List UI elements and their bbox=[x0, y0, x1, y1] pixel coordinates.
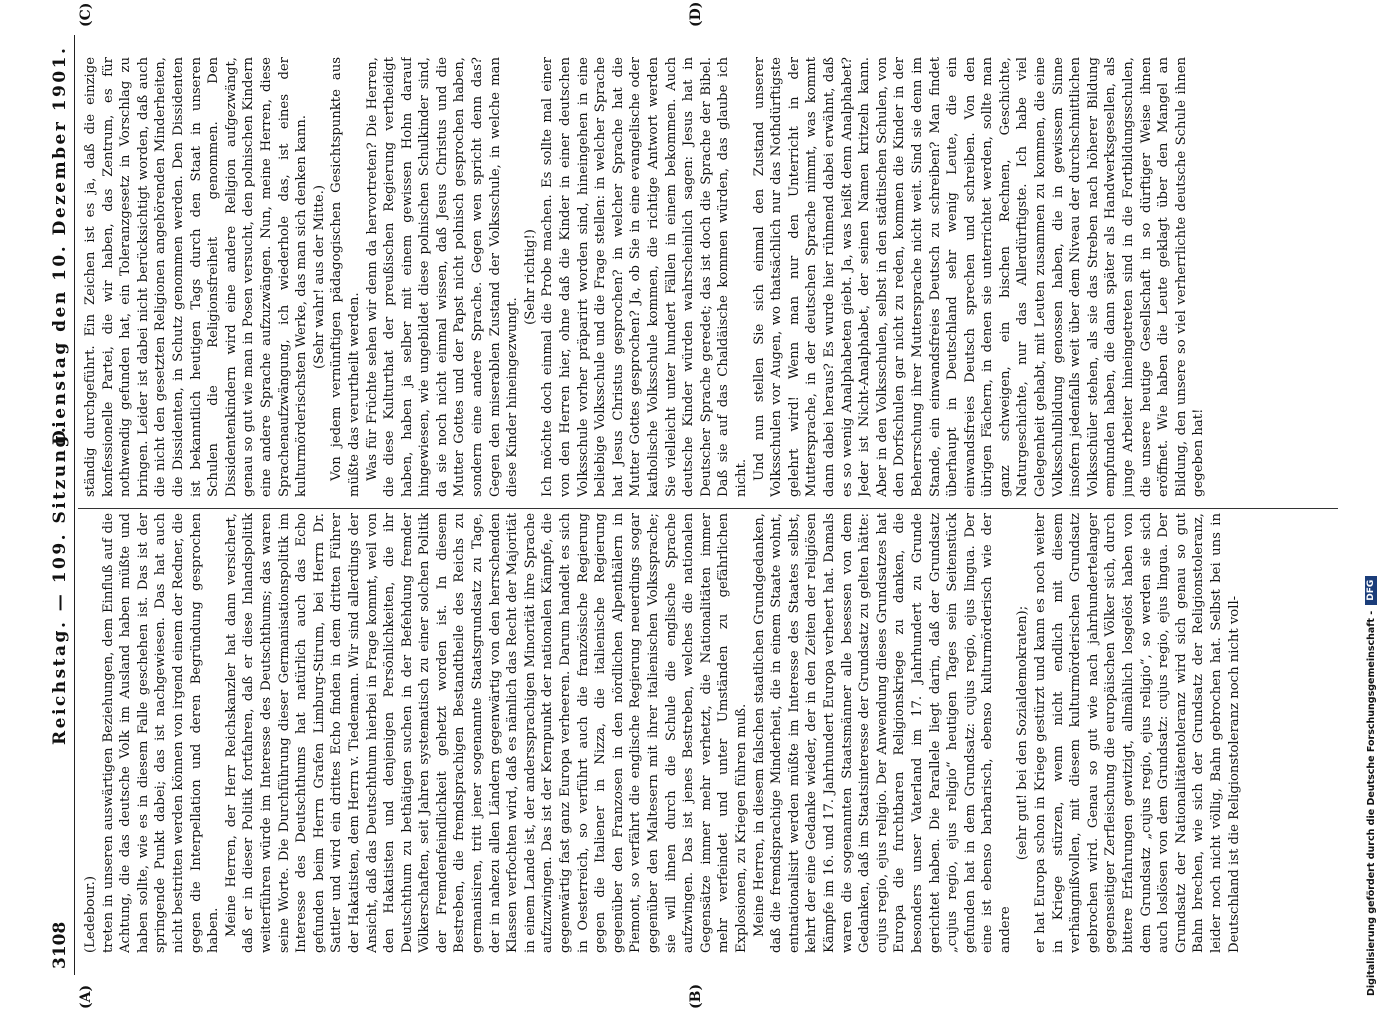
session-date: Dienstag den 10. Dezember 1901. bbox=[50, 45, 70, 445]
left-column bbox=[82, 513, 1337, 953]
paragraph: Was für Früchte sehen wir denn da hervortreten? Die Herren, die diese Kulturthat der preußischen Regierung vertheidigt haben, haben ja selber mit einem gewissen Hohn darauf hingewiesen, wie ungebildet diese polnischen Schulkinder sind, da sie noch nicht einmal wissen, daß Jesus Christus und die Mutter Gottes und der Papst nicht polnisch gesprochen haben, sondern eine andere Sprache. Gegen wen spricht denn das? Gegen den miserablen Zustand der Volksschule, in welche man diese Kinder hineingezwungt. bbox=[364, 57, 521, 497]
interjection: (sehr gut! bei den Sozialdemokraten); bbox=[1015, 605, 1031, 861]
margin-marker-d: (D) bbox=[688, 1, 704, 27]
dfg-logo: DFG bbox=[1365, 576, 1377, 605]
digitization-credit bbox=[1360, 6, 1382, 996]
paragraph: ständig durchgeführt. Ein Zeichen ist es ja, daß die einzige konfessionelle Partei, die wir haben, das Zentrum, es für nothwendig gefunden hat, ein Toleranzgesetz in Vorschlag zu bringen. Leider ist dabei nicht berücksichtigt worden, daß auch die nicht den gesetzten Religionen angehörenden Minderheiten, die Dissidenten, in Schutz genommen werden. Den Dissidenten ist bekanntlich heutigen Tags durch den Staat in unseren Schulen die Religionsfreiheit genommen. Den Dissidentenkindern wird eine andere Religion aufgezwängt, genau so gut wie man in Posen versucht, den polnischen Kindern eine andere Sprache aufzuzwängen. Nun, meine Herren, diese Sprachenaufzwängung, ich wiederhole das, ist eines der kulturmörderischsten Werke, das man sich denken kann. bbox=[83, 57, 310, 497]
speaker-name: (Ledebour.) bbox=[83, 875, 98, 953]
paragraph: Von jedem vernünftigen pädagogischen Gesichtspunkte aus müßte das verurtheilt werden. bbox=[329, 57, 362, 497]
credit-text: Digitalisierung gefördert durch die Deutsche Forschungsgemeinschaft - bbox=[1365, 610, 1377, 996]
page-header bbox=[48, 35, 75, 975]
right-column bbox=[82, 57, 1337, 497]
paragraph: er hat Europa schon in Kriege gestürzt und kann es noch weiter in Kriege stürzen, wenn nicht endlich mit diesem verhängnißvollen, mit diesem kulturmörderischen Grundsatz gebrochen wird. Genau so gut wie nach jahrhundertelanger gegenseitiger Zerfleischung die europäischen Völker sich, durch bittere Erfahrungen gewitzigt, allmählich losgelöst haben von dem Grundsatz „cujus regio, ejus religio“, so werden sie sich auch loslösen von dem Grundsatz: cujus regio, ejus lingua. Der Grundsatz der Nationalitätentoleranz wird sich genau so gut Bahn brechen, wie sich der Grundsatz der Religionstoleranz, leider noch nicht völlig, Bahn gebrochen hat. Selbst bei uns in Deutschland ist die Religionstoleranz noch nicht voll- bbox=[1033, 513, 1242, 953]
paragraph: treten in unseren auswärtigen Beziehungen, dem Einfluß auf die Achtung, die das deutsche Volk im Ausland haben müßte und haben sollte, wie es in diesem Falle geschehen ist. Das ist der springende Punkt dabei; das ist nachgewiesen. Das hat auch nicht bestritten werden können von irgend einem der Redner, die gegen die Interpellation und deren Begründung gesprochen haben. bbox=[100, 513, 222, 953]
session-title: Reichstag. — 109. Sitzung. bbox=[50, 424, 70, 745]
paragraph: Meine Herren, in diesem falschen staatlichen Grundgedanken, daß die fremdsprachige Minderheit, die in einem Staate wohnt, entnationalisirt werden müßte im Interesse des Staates selbst, kehrt der eine Gedanke wieder, der in den Zeiten der religiösen Kämpfe im 16. und 17. Jahrhundert Europa verheert hat. Damals waren die sogenannten Staatsmänner alle besessen von dem Gedanken, daß im Staatsinteresse der Grundsatz zu gelten hätte: cujus regio, ejus religio. Der Anwendung dieses Grundsatzes hat Europa die furchtbaren Religionskriege zu danken, die besonders unser Vaterland im 17. Jahrhundert zu Grunde gerichtet haben. Die Parallele liegt darin, daß der Grundsatz „cujus regio, ejus religio“ heutigen Tages sein Seitenstück gefunden hat in dem Grundsatz: cujus regio, ejus lingua. Der eine ist ebenso barbarisch, ebenso kulturmörderisch wie der andere bbox=[751, 513, 1013, 953]
margin-marker-c: (C) bbox=[78, 2, 94, 27]
interjection: (Sehr richtig!) bbox=[522, 229, 538, 325]
paragraph: Und nun stellen Sie sich einmal den Zustand unserer Volksschulen vor Augen, wo thatsächlich nur das Nothdürftigste gelehrt wird! Wenn man nur den Unterricht in der Muttersprache, in der deutschen Sprache nimmt, was kommt dann dabei heraus? Es wurde hier rühmend dabei erwähnt, daß es so wenig Analphabeten giebt. Ja, was heißt denn Analphabet? Jeder ist Nicht-Analphabet, der seinen Namen kritzeln kann. Aber in den Volksschulen, selbst in den städtischen Schulen, von den Dorfschulen gar nicht zu reden, kommen die Kinder in der Beherrschung ihrer Muttersprache nicht weit. Sind sie denn im Stande, ein einwandsfreies Deutsch zu schreiben? Man findet überhaupt in Deutschland sehr wenig Leute, die ein einwandsfreies Deutsch sprechen und schreiben. Von den übrigen Fächern, in denen sie unterrichtet werden, sollte man ganz schweigen, ein bischen Rechnen, Geschichte, Naturgeschichte, nur das Allerdürftigste. Ich habe viel Gelegenheit gehabt, mit Leuten zusammen zu kommen, die eine Volksschulbildung genossen haben, die in gewissem Sinne insofern jedenfalls weit über dem Niveau der durchschnittlichen Volksschüler stehen, als sie das Streben nach höherer Bildung empfunden haben, die dann später als Handwerksgesellen, als junge Arbeiter hineingetreten sind in die Fortbildungsschulen, die unsere heutige Gesellschaft in so dürftiger Weise ihnen eröffnet. Wie haben die Leute geklagt über den Mangel an Bildung, den unsere so viel verherrlichte deutsche Schule ihnen gegeben hat! bbox=[751, 57, 1207, 497]
rotated-page bbox=[48, 1, 1348, 1009]
margin-marker-a: (A) bbox=[78, 984, 94, 1009]
paragraph: Ich möchte doch einmal die Probe machen. Es sollte mal einer von den Herren hier, ohne daß die Kinder in einer deutschen Volksschule vorher präparirt worden sind, hineingehen in eine beliebige Volksschule und die Frage stellen: in welcher Sprache hat Jesus Christus gesprochen? in welcher Sprache hat die Mutter Gottes gesprochen? Ja, ob Sie in eine evangelische oder katholische Volksschule kommen, die richtige Antwort werden Sie vielleicht unter hundert Fällen in einem bekommen. Auch deutsche Kinder würden wahrscheinlich sagen: Jesus hat in Deutscher Sprache geredet; das ist doch die Sprache der Bibel. Daß sie auf das Chaldäische kommen würden, das glaube ich nicht. bbox=[540, 57, 749, 497]
margin-marker-b: (B) bbox=[688, 983, 704, 1009]
column-divider bbox=[78, 508, 1338, 509]
interjection: (Sehr wahr! aus der Mitte.) bbox=[311, 185, 327, 369]
page-number: 3108 bbox=[50, 921, 70, 969]
paragraph: Meine Herren, der Herr Reichskanzler hat dann versichert, daß er in dieser Politik fortfahren, daß er diese Inlandspolitik weiterführen würde im Interesse des Deutschthums; das waren seine Worte. Die Durchführung dieser Germanisationspolitik im Interesse des Deutschthums hat natürlich auch das Echo gefunden beim Herrn Grafen Limburg-Stirum, bei Herrn Dr. Sattler und wird ein drittes Echo finden in dem dritten Führer der Hakatisten, dem Herrn v. Tiedemann. Wir sind allerdings der Ansicht, daß das Deutschthum hierbei in Frage kommt, weil von den Hakatisten und denjenigen Persönlichkeiten, die ihr Deutschthum zu bethätigen suchen in der Befehdung fremder Völkerschaften, seit Jahren systematisch zu einer solchen Politik der Fremdenfeindlichkeit gehetzt worden ist. In diesem Bestreben, die fremdsprachigen Bestandtheile des Reichs zu germanisiren, tritt jener sogenannte Staatsgrundsatz zu Tage, der in nahezu allen Ländern gegenwärtig von den herrschenden Klassen verfochten wird, daß es nämlich das Recht der Majorität in einem Lande ist, der anderssprachigen Minorität ihre Sprache aufzuzwingen. Das ist der Kernpunkt der nationalen Kämpfe, die gegenwärtig fast ganz Europa verheeren. Darum handelt es sich in Oesterreich, so verführt auch die französische Regierung gegen die Italiener in Nizza, die italienische Regierung gegenüber den Franzosen in den nördlichen Alpenthälern in Piemont, so verfährt die englische Regierung neuerdings sogar gegenüber den Maltesern mit ihrer italienischen Volkssprache; sie will ihnen durch die Schule die englische Sprache aufzwingen. Das ist jenes Bestreben, welches die nationalen Gegensätze immer mehr verhetzt, die Nationalitäten immer mehr verfeindet und unter Umständen zu gefährlichen Explosionen, zu Kriegen führen muß. bbox=[223, 513, 749, 953]
